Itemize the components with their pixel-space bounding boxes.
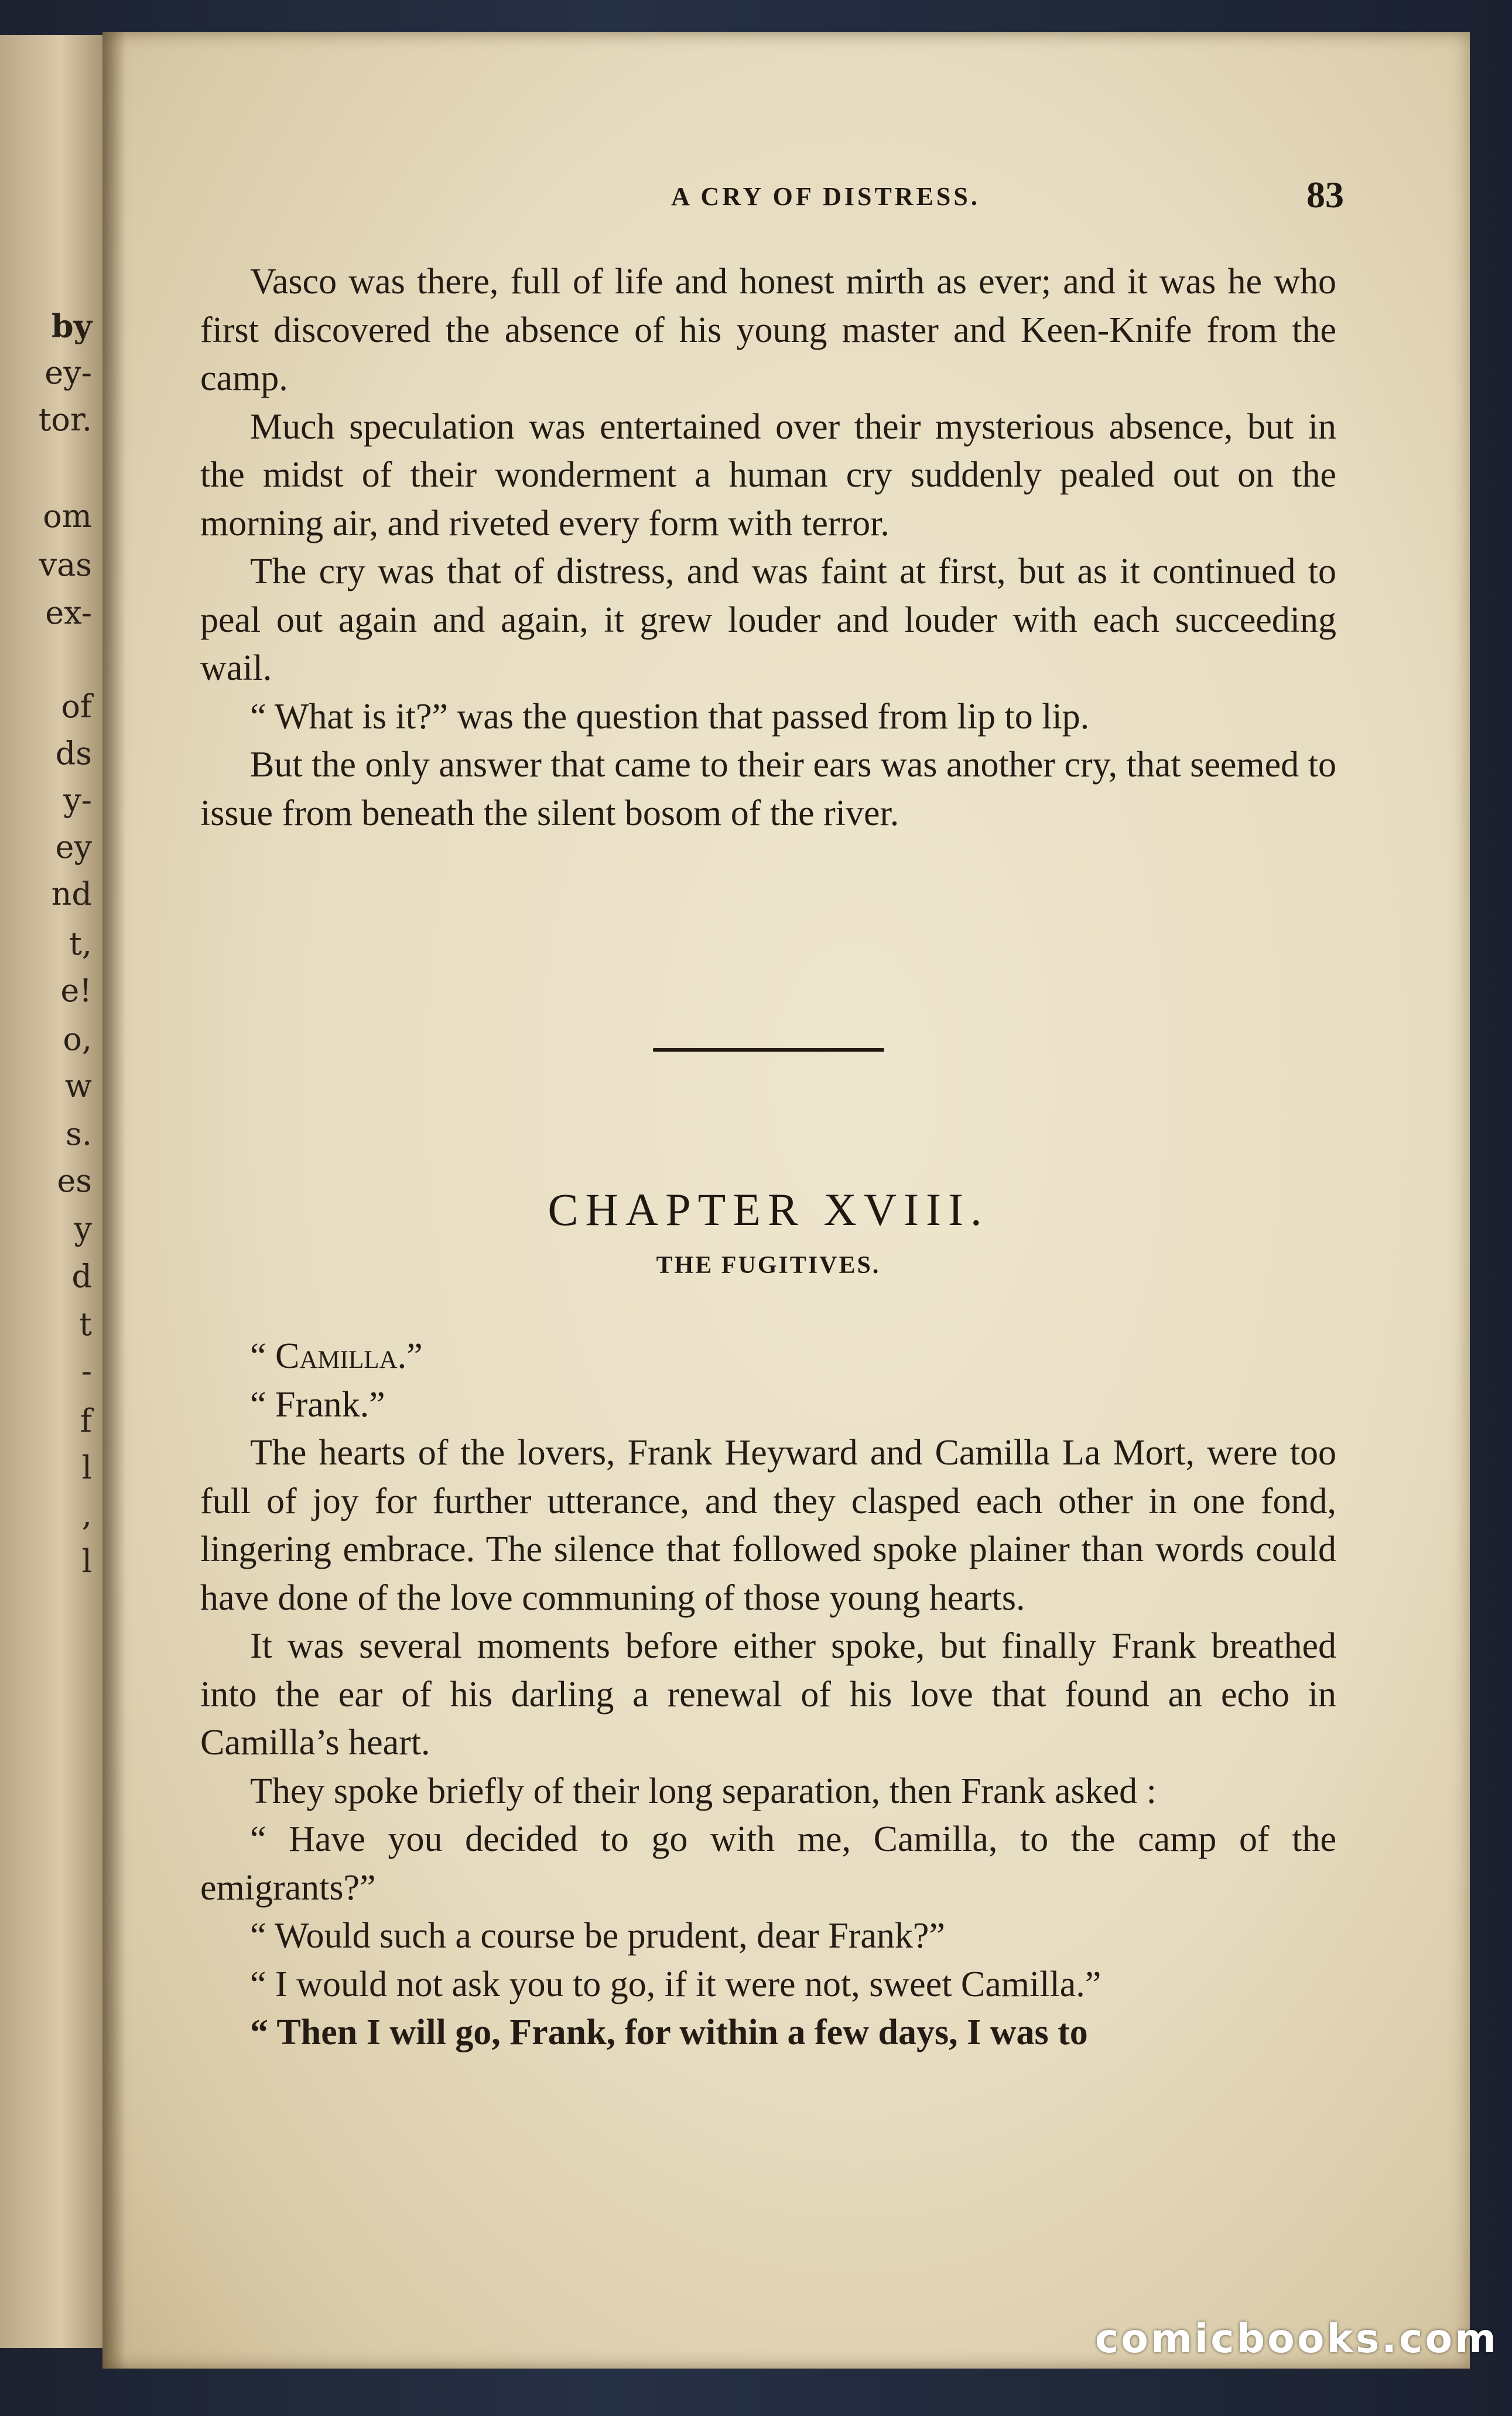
left-page-fragment: ,	[81, 1496, 92, 1533]
left-page-fragment: o,	[63, 1021, 92, 1058]
left-page-fragment: d	[71, 1258, 92, 1295]
paragraph: It was several moments before either spoke, but finally Frank breathed into the ear of his darling a renewal of his love that found an echo in Camilla’s heart.	[200, 1626, 1336, 1763]
paragraph: The cry was that of distress, and was faint at first, but as it continued to peal out again and again, it grew louder and louder with each succeeding wail.	[200, 552, 1336, 688]
paragraph: The hearts of the lovers, Frank Heyward and Camilla La Mort, were too full of joy for further utterance, and they clasped each other in one fond, lingering embrace. The silence that followed spoke plainer than words could have done of the love communing of those young hearts.	[200, 1433, 1336, 1618]
paragraph: “ Have you decided to go with me, Camilla, to the camp of the emigrants?”	[200, 1819, 1336, 1908]
left-page-fragment: nd	[51, 875, 92, 912]
left-page-fragment: es	[57, 1162, 92, 1199]
left-page-fragment: e!	[60, 972, 92, 1009]
running-head-title: A CRY OF DISTRESS.	[671, 182, 980, 211]
left-page-fragment: y-	[63, 782, 92, 819]
paragraph: “ What is it?” was the question that passed from lip to lip.	[250, 696, 1090, 737]
left-page-fragment: ds	[55, 735, 92, 772]
body-text-bottom	[200, 1332, 1336, 2057]
left-page-fragment: by	[51, 307, 92, 345]
paragraph: “ Camilla.”	[250, 1336, 423, 1376]
paragraph: Much speculation was entertained over their mysterious absence, but in the midst of their wonderment a human cry suddenly pealed out on the morning air, and riveted every form with terror.	[200, 406, 1336, 543]
left-page-fragment: w	[64, 1067, 92, 1104]
paragraph: “ Would such a course be prudent, dear Frank?”	[250, 1916, 945, 1956]
left-page-fragment: s.	[66, 1115, 92, 1152]
left-page-fragment: vas	[39, 546, 92, 583]
left-page-fragment: f	[80, 1402, 92, 1439]
site-watermark: comicbooks.com	[1095, 2316, 1499, 2362]
paragraph: “ Then I will go, Frank, for within a few days, I was to	[250, 2013, 1088, 2052]
left-page-fragment: l	[81, 1543, 92, 1580]
left-page-fragment: ey-	[45, 354, 92, 391]
left-page-edge	[0, 35, 102, 2348]
left-page-fragment: tor.	[38, 401, 92, 438]
paragraph: But the only answer that came to their ears was another cry, that seemed to issue from beneath the silent bosom of the river.	[200, 745, 1336, 833]
section-rule	[653, 1048, 884, 1052]
left-page-fragment: -	[81, 1353, 92, 1390]
body-text-top	[200, 258, 1336, 837]
chapter-subtitle: THE FUGITIVES.	[656, 1252, 881, 1279]
chapter-heading-block	[200, 1048, 1336, 1279]
gutter-shadow	[102, 32, 126, 2369]
left-page-fragment: t	[79, 1306, 92, 1343]
left-page-fragment: ex-	[45, 594, 92, 631]
chapter-title: CHAPTER XVIII.	[548, 1184, 989, 1235]
left-page-fragment: y	[74, 1210, 92, 1247]
left-page-fragment: l	[81, 1449, 92, 1486]
left-page-fragment: ey	[55, 829, 92, 865]
page-number: 83	[1306, 174, 1344, 215]
paragraph: Vasco was there, full of life and honest mirth as ever; and it was he who first discovered the absence of his young master and Keen-Knife from the camp.	[200, 262, 1336, 398]
left-page-fragment: t,	[69, 925, 92, 962]
left-page-fragment: of	[61, 688, 92, 725]
left-page-fragment: om	[43, 498, 92, 535]
paragraph: They spoke briefly of their long separation, then Frank asked :	[250, 1771, 1157, 1811]
running-head	[0, 174, 1512, 217]
paragraph: “ I would not ask you to go, if it were not, sweet Camilla.”	[250, 1964, 1101, 2004]
paragraph: “ Frank.”	[250, 1384, 385, 1425]
